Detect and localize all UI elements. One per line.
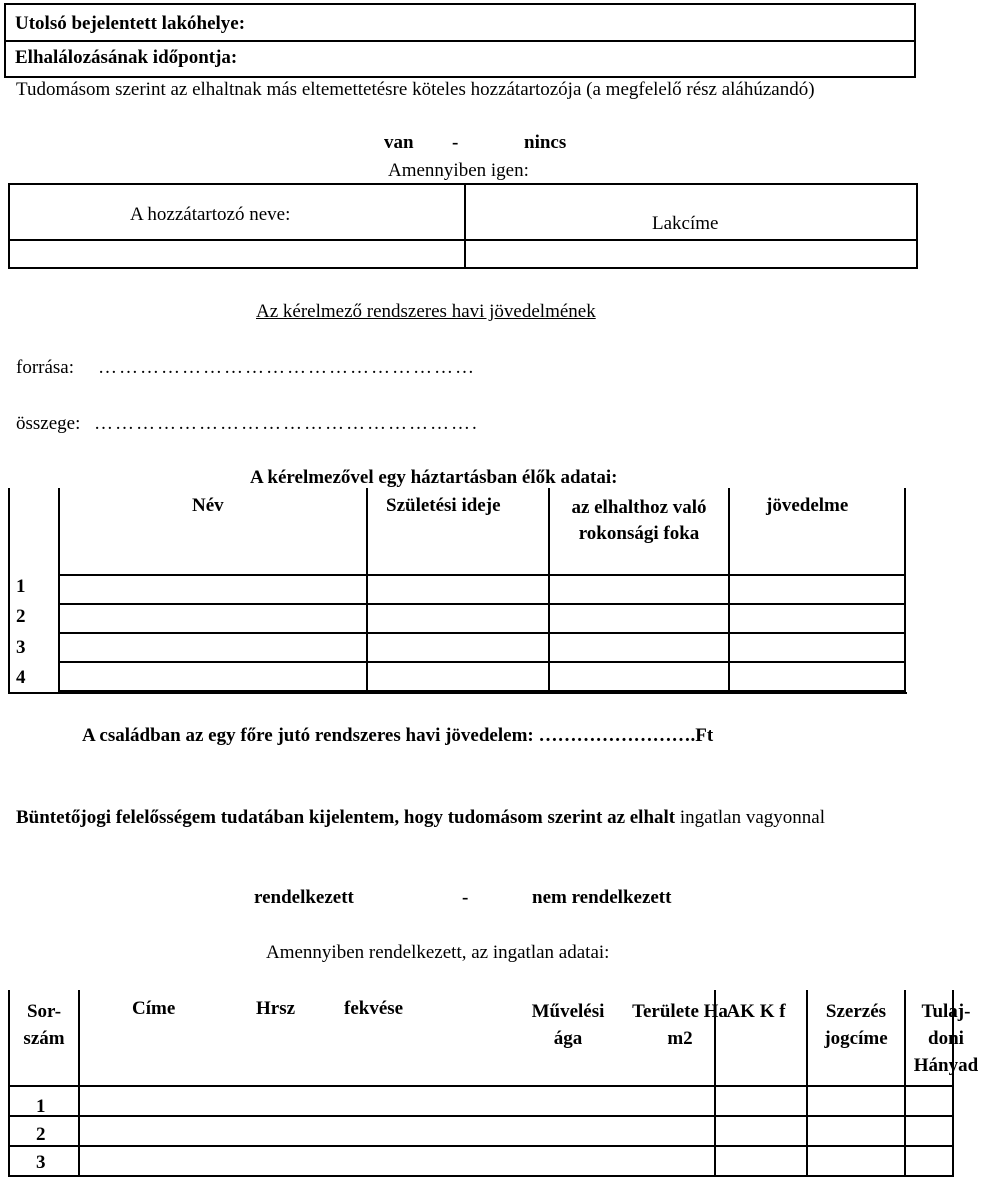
- household-header-relation-label: az elhalthoz való rokonsági foka: [571, 497, 707, 544]
- declaration: [16, 805, 944, 831]
- property-header-ak-label: AK K f: [726, 1001, 786, 1022]
- property-intro: Amennyiben rendelkezett, az ingatlan adatai:: [266, 942, 610, 963]
- relative-address-header-label: Lakcíme: [652, 213, 719, 234]
- household-cell[interactable]: [367, 633, 549, 662]
- household-header-income-label: jövedelme: [766, 495, 849, 516]
- relative-address-cell[interactable]: [465, 240, 917, 268]
- household-cell[interactable]: [367, 662, 549, 691]
- household-cell[interactable]: [549, 633, 729, 662]
- household-header-birth-label: Születési ideje: [386, 495, 501, 516]
- relative-address-header: [465, 184, 917, 240]
- household-row-number: 4: [16, 667, 26, 688]
- property-cell[interactable]: [807, 1086, 905, 1116]
- household-title: A kérelmezővel egy háztartásban élők adatai:: [250, 467, 618, 488]
- household-cell[interactable]: [729, 662, 905, 691]
- property-row-number: 3: [36, 1152, 46, 1173]
- household-cell[interactable]: [729, 575, 905, 604]
- household-cell[interactable]: [59, 633, 367, 662]
- property-cell[interactable]: [905, 1116, 953, 1146]
- property-header-sorszam: [9, 990, 79, 1086]
- forrasa-field[interactable]: ………………………………………………: [98, 357, 476, 378]
- property-header-szerzes-label: Szerzés jogcíme: [824, 1001, 888, 1049]
- household-cell[interactable]: [549, 575, 729, 604]
- rendelkezett-option[interactable]: rendelkezett: [254, 887, 354, 908]
- property-row-number: 2: [36, 1124, 46, 1145]
- death-date-label: Elhalálozásának időpontja:: [15, 47, 238, 68]
- osszege-label: összege:: [16, 413, 81, 434]
- declaration-rest: ingatlan vagyonnal: [675, 807, 825, 828]
- property-header-cime: Címe: [132, 998, 176, 1019]
- household-cell[interactable]: [729, 604, 905, 633]
- declaration-bold: Büntetőjogi felelősségem tudatában kijelentem, hogy tudomásom szerint az elhalt: [16, 807, 676, 828]
- household-table: [58, 488, 906, 692]
- household-cell[interactable]: [59, 575, 367, 604]
- household-cell[interactable]: [367, 575, 549, 604]
- household-cell[interactable]: [59, 662, 367, 691]
- relative-name-cell[interactable]: [9, 240, 465, 268]
- income-title: Az kérelmező rendszeres havi jövedelmének: [256, 301, 596, 322]
- household-cell[interactable]: [729, 633, 905, 662]
- property-cell[interactable]: [79, 1116, 715, 1146]
- per-capita-income: A családban az egy főre jutó rendszeres havi jövedelem: …………………….Ft: [82, 725, 714, 746]
- property-header-terulete: Területe Ha m2: [632, 1001, 728, 1049]
- van-nincs-dash: -: [452, 132, 459, 153]
- property-header-tulajdoni: [905, 990, 979, 1086]
- household-cell[interactable]: [367, 604, 549, 633]
- van-option[interactable]: van: [384, 132, 414, 153]
- property-cell[interactable]: [715, 1086, 807, 1116]
- last-residence-label: Utolsó bejelentett lakóhelye:: [15, 13, 246, 34]
- death-date-row[interactable]: [5, 41, 915, 77]
- property-cell[interactable]: [807, 1116, 905, 1146]
- relative-name-header: [9, 184, 465, 240]
- household-cell[interactable]: [549, 604, 729, 633]
- property-cell[interactable]: [715, 1146, 807, 1176]
- property-header-muvelesi: Művelési ága: [531, 1001, 605, 1049]
- relative-name-header-label: A hozzátartozó neve:: [130, 204, 291, 225]
- household-row-number: 3: [16, 637, 26, 658]
- forrasa-label: forrása:: [16, 357, 75, 378]
- property-header-hrsz: Hrsz: [256, 998, 296, 1019]
- property-cell[interactable]: [807, 1146, 905, 1176]
- property-header-ak: [715, 990, 807, 1086]
- property-row-number: 1: [36, 1096, 46, 1117]
- property-header-tulajdoni-label: Tulaj-doni Hányad: [913, 1001, 979, 1076]
- household-header-name: [59, 488, 367, 575]
- top-info-box: [4, 3, 916, 78]
- osszege-field[interactable]: ……………………………………………….: [94, 413, 479, 434]
- property-cell[interactable]: [905, 1146, 953, 1176]
- property-header-fekvese: fekvése: [344, 998, 404, 1019]
- amennyiben-igen: Amennyiben igen:: [388, 160, 529, 181]
- household-header-birth: [367, 488, 549, 575]
- household-cell[interactable]: [59, 604, 367, 633]
- property-cell[interactable]: [79, 1086, 715, 1116]
- property-table: [8, 990, 979, 1177]
- nincs-option[interactable]: nincs: [524, 132, 567, 153]
- last-residence-row[interactable]: [5, 4, 915, 41]
- household-row-number: 2: [16, 606, 26, 627]
- property-header-szerzes: [807, 990, 905, 1086]
- household-header-name-label: Név: [192, 495, 224, 516]
- household-header-relation: [549, 488, 729, 575]
- household-cell[interactable]: [549, 662, 729, 691]
- relative-table: [8, 183, 918, 269]
- property-cell[interactable]: [715, 1116, 807, 1146]
- property-header-sorszam-label: Sor-szám: [23, 1001, 65, 1049]
- relatives-notice: Tudomásom szerint az elhaltnak más eltemettetésre köteles hozzátartozója (a megfelelő rész aláhúzandó): [16, 79, 815, 100]
- rendelkezett-dash: -: [462, 887, 469, 908]
- property-cell[interactable]: [905, 1086, 953, 1116]
- nem-rendelkezett-option[interactable]: nem rendelkezett: [532, 887, 672, 908]
- household-header-income: [729, 488, 905, 575]
- property-header-group: [79, 990, 728, 1086]
- property-cell[interactable]: [79, 1146, 715, 1176]
- household-row-number: 1: [16, 576, 26, 597]
